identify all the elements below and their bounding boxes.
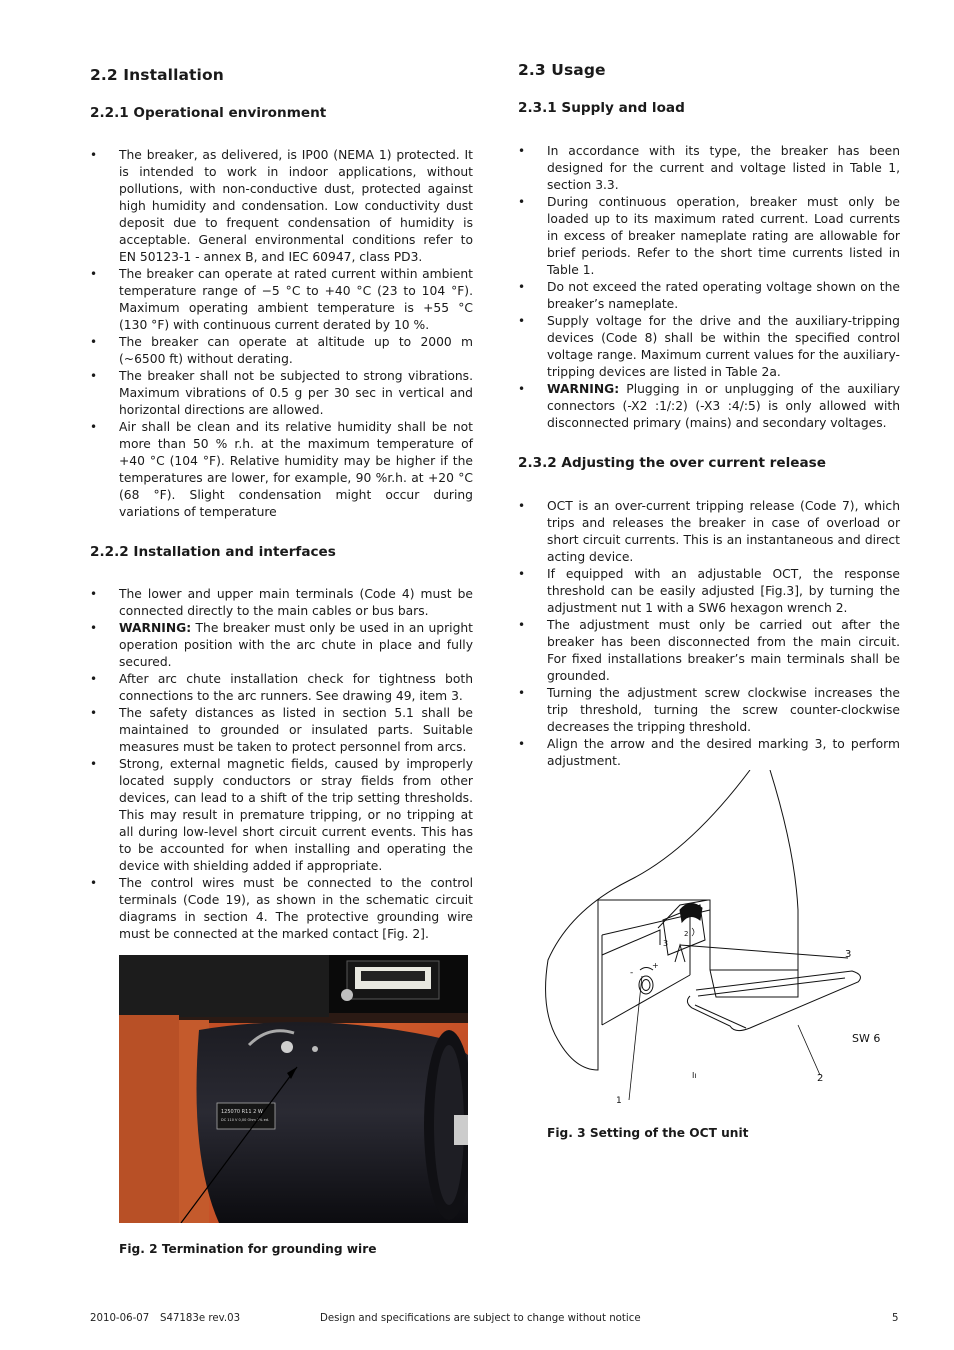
- fig2-photo: [119, 955, 468, 1223]
- wrench-label: SW 6: [852, 1032, 881, 1045]
- warning-text: The breaker must only be used in an upright operation position with the arc chute in place and fully secured.: [119, 621, 473, 669]
- fig3-caption: Fig. 3 Setting of the OCT unit: [547, 1126, 749, 1140]
- supply-list: [518, 143, 900, 432]
- footer-notice: Design and specifications are subject to change without notice: [320, 1313, 641, 1324]
- minus-mark: -: [630, 968, 634, 978]
- list-item: • The lower and upper main terminals (Code 4) must be connected directly to the main cables or bus bars.: [90, 586, 473, 620]
- fig2-caption: Fig. 2 Termination for grounding wire: [119, 1242, 377, 1256]
- list-item: • If equipped with an adjustable OCT, the response threshold can be easily adjusted [Fig.3], by turning the adjustment nut 1 with a SW6 hexagon wrench 2.: [518, 566, 900, 617]
- warning-text: Plugging in or unplugging of the auxiliary connectors (-X2 :1/:2) (-X3 :4/:5) is only allowed with disconnected primary (mains) and secondary voltages.: [547, 382, 900, 430]
- list-item: • Turning the adjustment screw clockwise increases the trip threshold, turning the screw counter-clockwise decreases the tripping threshold.: [518, 685, 900, 736]
- list-item: • The adjustment must only be carried out after the breaker has been disconnected from the main circuit. For fixed installations breaker’s main terminals shall be grounded.: [518, 617, 900, 685]
- list-item: • In accordance with its type, the breaker has been designed for the current and voltage listed in Table 1, section 3.3.: [518, 143, 900, 194]
- callout-1: 1: [616, 1096, 622, 1106]
- oct-list: [518, 498, 900, 770]
- list-item: • The control wires must be connected to the control terminals (Code 19), as shown in the schematic circuit diagrams in section 4. The protective grounding wire must be connected at the marked contact [Fig. 2].: [90, 875, 473, 943]
- section-title-usage: 2.3 Usage: [518, 61, 606, 79]
- list-item: • The breaker shall not be subjected to strong vibrations. Maximum vibrations of 0.5 g per 30 sec in vertical and horizontal directions are allowed.: [90, 368, 473, 419]
- list-item: [518, 381, 900, 432]
- nameplate-line2: DC 110 V 0,00 Ohm 2% ed.: [221, 1118, 270, 1122]
- list-item: • During continuous operation, breaker must only be loaded up to its maximum rated current. Load currents in excess of breaker nameplate rating are allowable for brief periods. Refer to the short time currents listed in Table 1.: [518, 194, 900, 279]
- fig3-drawing: [540, 770, 900, 1110]
- footer-page-number: 5: [892, 1313, 899, 1324]
- environment-list: [90, 147, 473, 521]
- list-item: • The breaker can operate at altitude up to 2000 m (~6500 ft) without derating.: [90, 334, 473, 368]
- subsection-title-interfaces: 2.2.2 Installation and interfaces: [90, 544, 336, 560]
- scale-mark-2: 2: [684, 930, 689, 938]
- subsection-title-environment: 2.2.1 Operational environment: [90, 105, 327, 121]
- plus-mark: +: [652, 961, 659, 970]
- grounding-wire-photo: [119, 955, 468, 1223]
- list-item: • Air shall be clean and its relative humidity shall be not more than 50 % r.h. at the maximum temperature of +40 °C (104 °F). Relative humidity may be higher if the temperatures are lower, for example, 90 %r.h. at +20 °C (68 °F). Slight condensation might occur during variations of temperature: [90, 419, 473, 521]
- warning-label: WARNING:: [547, 382, 620, 396]
- list-item: • Supply voltage for the drive and the auxiliary-tripping devices (Code 8) shall be within the specified control voltage range. Maximum current values for the auxiliary-tripping devices are listed in Table 2a.: [518, 313, 900, 381]
- list-item: • Strong, external magnetic fields, caused by improperly located supply conductors or stray fields from other devices, can lead to a shift of the trip setting thresholds. This may result in premature tripping, or no tripping at all during low-level short circuit current events. This has to be accounted for when installing and operating the device with shielding added if appropriate.: [90, 756, 473, 875]
- warning-label: WARNING:: [119, 621, 192, 635]
- list-item: • Align the arrow and the desired marking 3, to perform adjustment.: [518, 736, 900, 770]
- subsection-title-oct: 2.3.2 Adjusting the over current release: [518, 455, 826, 471]
- interfaces-list: [90, 586, 473, 943]
- oct-setting-drawing: [540, 770, 900, 1110]
- scale-mark-3: 3: [663, 939, 669, 948]
- list-item: • Do not exceed the rated operating voltage shown on the breaker’s nameplate.: [518, 279, 900, 313]
- list-item: • The breaker can operate at rated current within ambient temperature range of −5 °C to +40 °C (23 to 104 °F). Maximum operating ambient temperature is +55 °C (130 °F) with continuous current derated by 10 %.: [90, 266, 473, 334]
- footer-doc-id: S47183e rev.03: [160, 1313, 241, 1324]
- callout-3: 3: [845, 949, 852, 960]
- callout-2: 2: [817, 1073, 824, 1084]
- stray-mark: Iı: [692, 1071, 697, 1080]
- footer-date: 2010-06-07: [90, 1313, 150, 1324]
- list-item: • The breaker, as delivered, is IP00 (NEMA 1) protected. It is intended to work in indoor applications, without pollutions, with non-conductive dust, protected against high humidity and condensation. Low conductivity dust deposit due to frequent condensation of humidity is acceptable. General environmental conditions refer to EN 50123-1 - annex B, and IEC 60947, class PD3.: [90, 147, 473, 266]
- list-item: • OCT is an over-current tripping release (Code 7), which trips and releases the breaker in case of overload or short circuit currents. This is an instantaneous and direct acting device.: [518, 498, 900, 566]
- nameplate-line1: 125070 R11 2 W: [221, 1109, 263, 1115]
- section-title-installation: 2.2 Installation: [90, 66, 224, 84]
- subsection-title-supply: 2.3.1 Supply and load: [518, 100, 685, 116]
- list-item: • After arc chute installation check for tightness both connections to the arc runners. See drawing 49, item 3.: [90, 671, 473, 705]
- list-item: [90, 620, 473, 671]
- list-item: • The safety distances as listed in section 5.1 shall be maintained to grounded or insulated parts. Suitable measures must be taken to protect personnel from arcs.: [90, 705, 473, 756]
